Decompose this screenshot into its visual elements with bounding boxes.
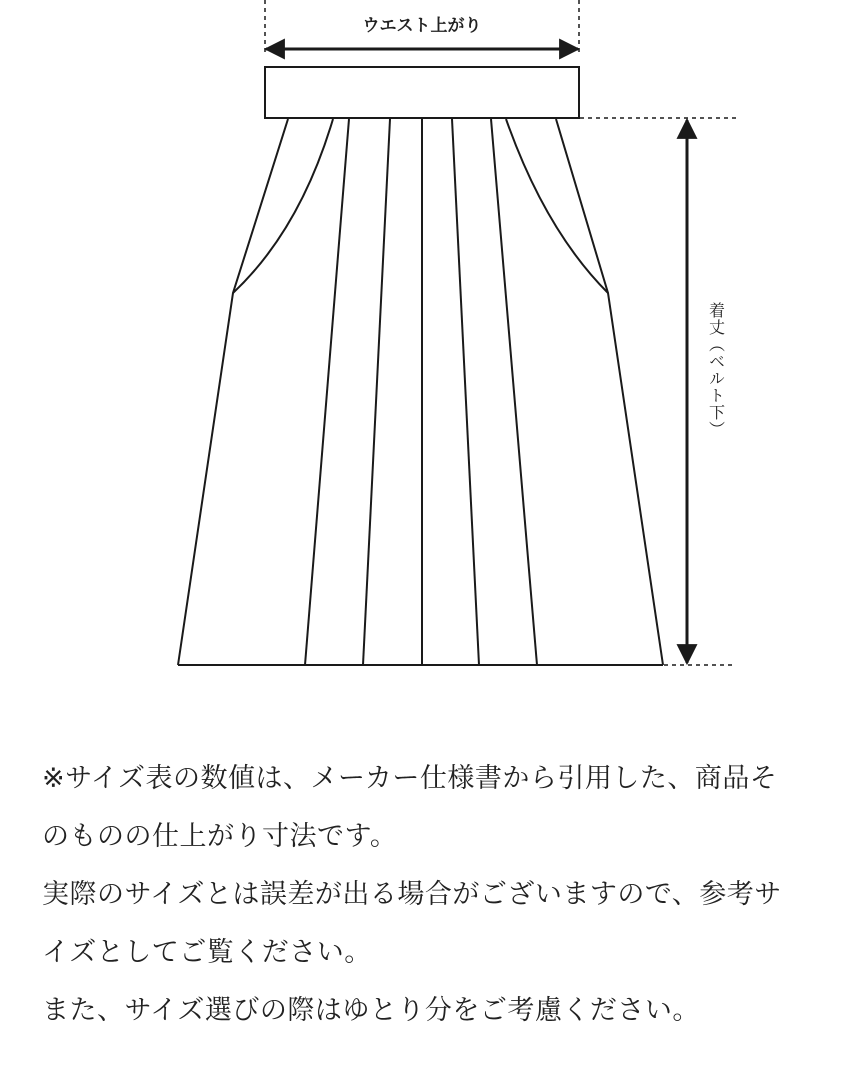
note-line: 実際のサイズとは誤差が出る場合がございますので、参考サ: [42, 879, 782, 910]
pleat-line: [452, 119, 479, 665]
size-notes: [42, 750, 852, 1040]
waistband: [265, 67, 579, 118]
note-line: のものの仕上がり寸法です。: [42, 821, 398, 852]
pocket-left: [233, 119, 333, 293]
waist-label: ウエスト上がり: [362, 16, 482, 36]
note-line: また、サイズ選びの際はゆとり分をご考慮ください。: [42, 995, 700, 1026]
pleat-line: [305, 119, 349, 665]
note-line: イズとしてご覧ください。: [42, 937, 372, 968]
length-label: 着丈（ベルト下）: [706, 302, 726, 438]
pleat-line: [491, 119, 537, 665]
skirt-body: [178, 119, 663, 665]
skirt-outline-left: [178, 119, 288, 665]
note-line: ※サイズ表の数値は、メーカー仕様書から引用した、商品そ: [42, 763, 778, 794]
pleat-line: [363, 119, 390, 665]
skirt-outline-right: [556, 119, 663, 665]
pocket-right: [506, 119, 608, 293]
